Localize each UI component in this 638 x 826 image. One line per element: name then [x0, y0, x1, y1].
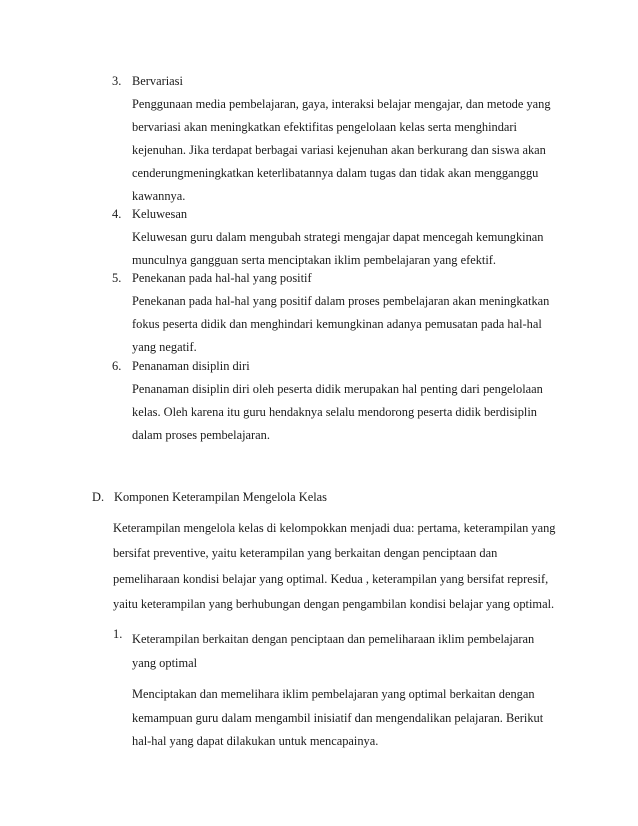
section-letter: D.: [92, 490, 105, 504]
list-heading: Penanaman disiplin diri: [132, 359, 250, 373]
list-heading: Bervariasi: [132, 74, 183, 88]
body-line: Penekanan pada hal-hal yang positif dalam proses pembelajaran akan meningkatkan: [132, 294, 550, 308]
list-body: [132, 290, 572, 359]
heading-line: Keterampilan berkaitan dengan penciptaan dan pemeliharaan iklim pembelajaran: [132, 632, 535, 646]
list-number: 4.: [112, 207, 122, 221]
body-line: kelas. Oleh karena itu guru hendaknya selalu mendorong peserta didik berdisiplin: [132, 405, 537, 419]
body-line: kemampuan guru dalam mengambil inisiatif dan mengendalikan pelajaran. Berikut: [132, 710, 544, 725]
list-heading: Penekanan pada hal-hal yang positif: [132, 271, 312, 285]
sub-list-heading: [132, 627, 572, 675]
list-number: 3.: [112, 74, 122, 88]
body-line: fokus peserta didik dan menghindari kemungkinan adanya pemusatan pada hal-hal: [132, 317, 542, 331]
body-line: Penggunaan media pembelajaran, gaya, interaksi belajar mengajar, dan metode yang: [132, 97, 551, 111]
heading-line: yang optimal: [132, 656, 198, 670]
body-line: kejenuhan. Jika terdapat berbagai variasi kejenuhan akan berkurang dan siswa akan: [132, 143, 546, 157]
paragraph-line: pemeliharaan kondisi belajar yang optimal. Kedua , keterampilan yang bersifat represif,: [113, 571, 549, 586]
body-line: Menciptakan dan memelihara iklim pembelajaran yang optimal berkaitan dengan: [132, 687, 535, 701]
body-line: munculnya gangguan serta menciptakan iklim pembelajaran yang efektif.: [132, 253, 497, 267]
body-line: dalam proses pembelajaran.: [132, 428, 270, 442]
section-title: Komponen Keterampilan Mengelola Kelas: [114, 490, 327, 504]
list-number: 1.: [113, 627, 123, 641]
body-line: Keluwesan guru dalam mengubah strategi mengajar dapat mencegah kemungkinan: [132, 230, 544, 244]
list-body: [132, 93, 572, 208]
paragraph-line: Keterampilan mengelola kelas di kelompokkan menjadi dua: pertama, keterampilan yang: [113, 521, 556, 535]
list-body: [132, 378, 572, 447]
list-number: 5.: [112, 271, 122, 285]
list-heading: Keluwesan: [132, 207, 188, 221]
body-line: yang negatif.: [132, 340, 197, 354]
body-line: cenderungmeningkatkan keterlibatannya dalam tugas dan tidak akan mengganggu: [132, 166, 539, 180]
body-line: hal-hal yang dapat dilakukan untuk mencapainya.: [132, 734, 379, 748]
body-line: Penanaman disiplin diri oleh peserta didik merupakan hal penting dari pengelolaan: [132, 382, 543, 396]
list-number: 6.: [112, 359, 122, 373]
body-line: bervariasi akan meningkatkan efektifitas pengelolaan kelas serta menghindari: [132, 120, 517, 134]
sub-list-body: [132, 683, 572, 754]
section-intro-paragraph: [113, 516, 583, 617]
paragraph-line: bersifat preventive, yaitu keterampilan yang berkaitan dengan penciptaan dan: [113, 546, 498, 561]
list-body: [132, 226, 572, 272]
body-line: kawannya.: [132, 189, 186, 203]
paragraph-line: yaitu keterampilan yang berhubungan dengan pengambilan kondisi belajar yang optimal.: [113, 596, 555, 611]
